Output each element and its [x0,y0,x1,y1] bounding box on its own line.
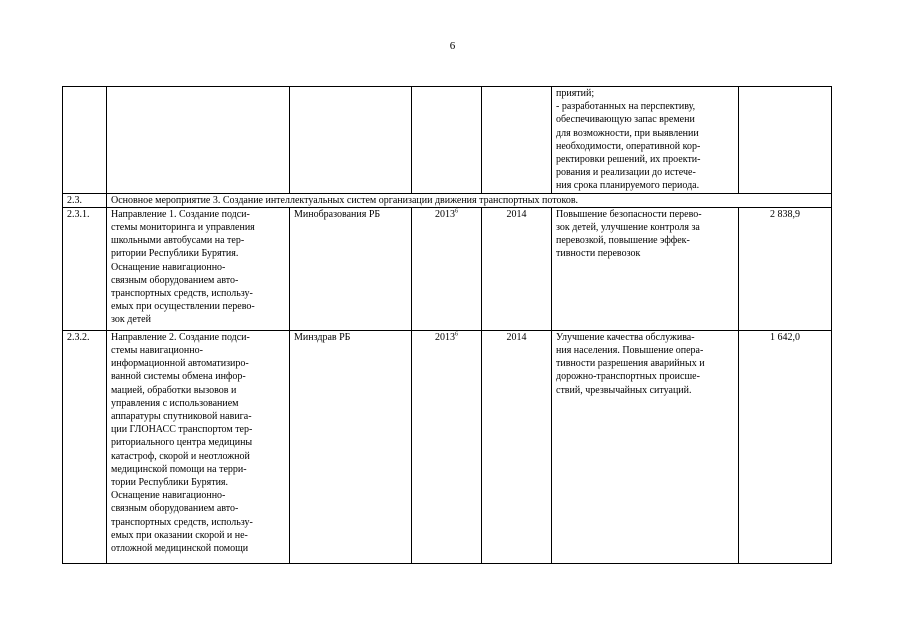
row-number: 2.3. [63,193,107,207]
measure-title [107,87,290,194]
table-row [63,330,832,563]
end-year [482,87,552,194]
table-row [63,207,832,330]
expected-result: Улучшение качества обслужива- ния населения. Повышение опера- тивности разрешения аварийных и дорожно-транспортных происше- ствий, чрезвычайных ситуаций. [552,330,739,563]
executor-cell: Минобразования РБ [290,207,412,330]
page-number: 6 [449,40,456,52]
measures-table [62,86,832,564]
start-year-cell [412,207,482,330]
measure-title: Направление 2. Создание подси- стемы навигационно- информационной автоматизиро- ванной системы обмена инфор- мацией, обработки вызовов и управления с использованием аппаратуры спутниковой навига- ции ГЛОНАСС транспортом тер- риториального центра медицины катастроф, скорой и неотложной медицинской помощи на терри- тории Республики Бурятия. Оснащение навигационно- связным оборудованием авто- транспортных средств, использу- емых при оказании скорой и не- отложной медицинской помощи [107,330,290,563]
footnote-mark: 6 [455,331,458,338]
row-number [63,87,107,194]
start-year: 2013 [435,331,455,343]
cost-cell: 2 838,9 [739,207,832,330]
start-year-cell [412,330,482,563]
table-row [63,193,832,207]
start-year [412,87,482,194]
measure-title: Направление 1. Создание подси- стемы мониторинга и управления школьными автобусами на тер- ритории Республики Бурятия. Оснащение навигационно- связным оборудованием авто- транспортных средств, использу- емых при осуществлении перево- зок детей [107,207,290,330]
executor-cell: Минздрав РБ [290,330,412,563]
cost-cell: 1 642,0 [739,330,832,563]
end-year: 2014 [482,330,552,563]
table-row [63,87,832,194]
footnote-mark: 6 [455,208,458,215]
executor-cell [290,87,412,194]
row-number: 2.3.2. [63,330,107,563]
end-year: 2014 [482,207,552,330]
start-year: 2013 [435,208,455,220]
cost-cell [739,87,832,194]
main-measure-title: Основное мероприятие 3. Создание интеллектуальных систем организации движения транспортных потоков. [107,193,832,207]
expected-result: Повышение безопасности перево- зок детей, улучшение контроля за перевозкой, повышение эффек- тивности перевозок [552,207,739,330]
expected-result: приятий; - разработанных на перспективу, обеспечивающую запас времени для возможности, при выявлении необходимости, оперативной кор- ректировки решений, их проекти- рования и реализации до истече- ния срока планируемого периода. [552,87,739,194]
row-number: 2.3.1. [63,207,107,330]
